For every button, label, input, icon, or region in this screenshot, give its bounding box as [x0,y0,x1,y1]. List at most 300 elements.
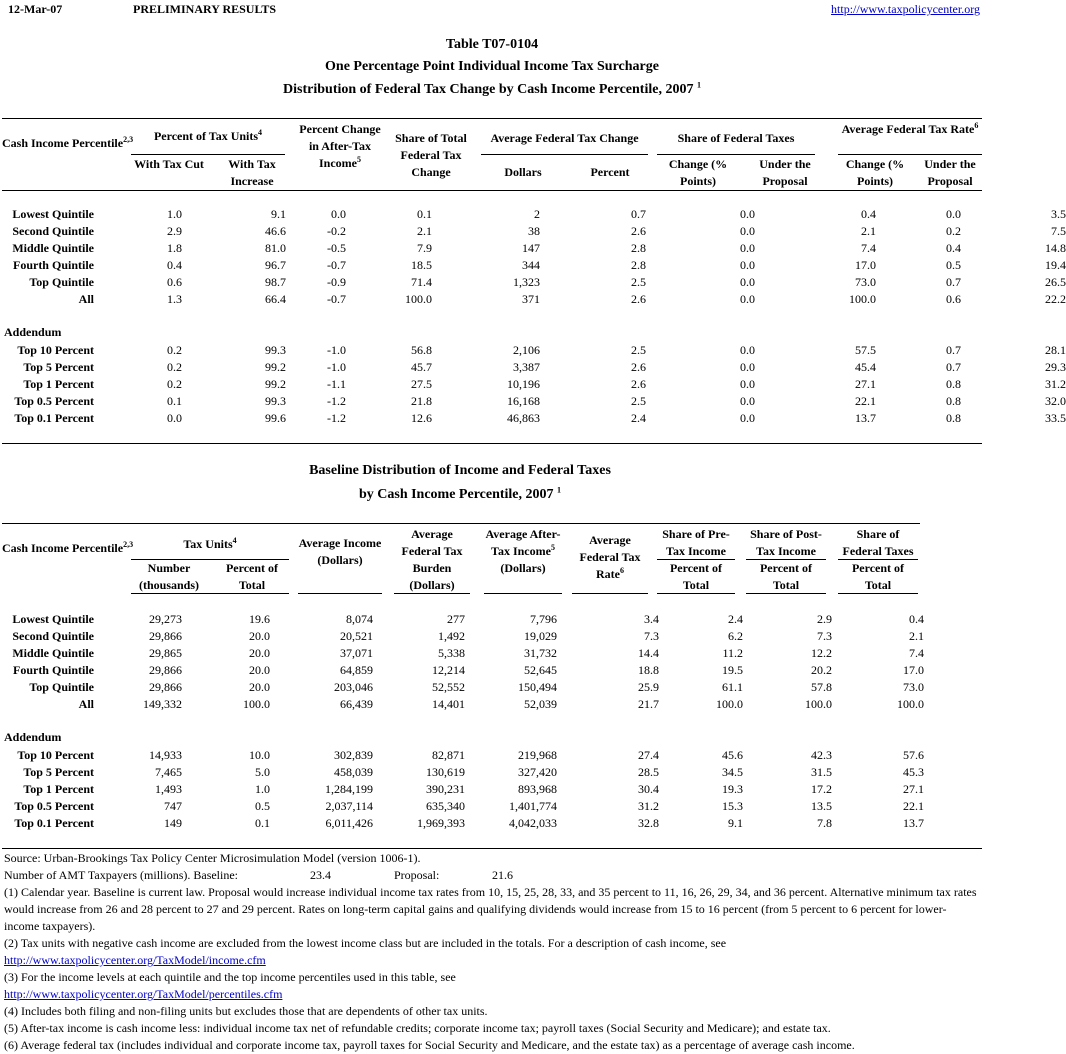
row-label: Fourth Quintile [12,258,94,272]
cell-value: 0.0 [331,207,346,221]
row-label: Top Quintile [29,680,94,694]
report-date: 12-Mar-07 [8,2,63,16]
table1-bottom-rule [2,443,982,444]
cell-value: 20.0 [249,646,270,660]
table1-addendum-row [4,410,1066,427]
table2-row [4,662,924,679]
cell-value: 25.9 [638,680,659,694]
cell-value: 2.1 [417,224,432,238]
cell-value: 0.1 [417,207,432,221]
table1-header-rule [2,190,982,191]
cell-value: 2.8 [631,258,646,272]
cell-value: 29,273 [149,612,182,626]
cell-value: 1,969,393 [417,816,465,830]
t1-col-cash-income: Cash Income Percentile$^{2,3}$ [2,135,134,150]
table2-row [4,611,924,628]
cell-value: 1,492 [438,629,465,643]
notes-top-rule [2,848,982,849]
t2-col-pct-total: Percent of Total [225,561,279,592]
cell-value: 98.7 [265,275,286,289]
cell-value: 1.8 [167,241,182,255]
t2-addendum-label: Addendum [4,730,62,744]
row-label: Lowest Quintile [12,612,94,626]
cell-value: 34.5 [722,765,743,779]
cell-value: 19.5 [722,663,743,677]
table2-row [4,645,924,662]
cell-value: 0.4 [946,241,961,255]
cell-value: 7.4 [909,646,924,660]
cell-value: 7.9 [417,241,432,255]
cell-value: 99.6 [265,411,286,425]
cell-value: 6.2 [728,629,743,643]
t2-col-cash-income: Cash Income Percentile$^{2,3}$ [2,540,134,555]
cell-value: 2.1 [861,224,876,238]
cell-value: 45.3 [903,765,924,779]
table2-row [4,679,924,696]
cell-value: 0.0 [740,360,755,374]
cell-value: 747 [164,799,182,813]
cell-value: 57.5 [855,343,876,357]
table1-title: One Percentage Point Individual Income Tax Surcharge [325,59,659,74]
table2-main-rows [4,611,924,713]
cell-value: 13.5 [811,799,832,813]
cell-value: 7.3 [644,629,659,643]
cell-value: 29,865 [149,646,182,660]
t2-grp-share-pre: Share of Pre-Tax Income [662,527,730,558]
cell-value: 20.0 [249,629,270,643]
t2-col-number: Number (thousands) [138,561,200,592]
cell-value: 7.3 [817,629,832,643]
cell-value: 2.8 [631,241,646,255]
t1-col-with-increase: With Tax Increase [228,157,276,188]
cell-value: 16,168 [507,394,540,408]
cell-value: 33.5 [1045,411,1066,425]
cell-value: 82,871 [432,748,465,762]
cell-value: 0.0 [740,411,755,425]
cell-value: 81.0 [265,241,286,255]
cell-value: 1,284,199 [325,782,373,796]
row-label: Second Quintile [12,629,94,643]
cell-value: 22.2 [1045,292,1066,306]
cell-value: 0.2 [167,377,182,391]
cell-value: 46,863 [507,411,540,425]
cell-value: 3.4 [644,612,659,626]
t1-col-percent: Percent [590,165,630,179]
table1-addendum-row [4,376,1066,393]
table1-subtitle: Distribution of Federal Tax Change by Cash Income Percentile, 2007 $^1$ [283,80,701,97]
cell-value: 7,796 [530,612,557,626]
cell-value: 99.3 [265,394,286,408]
cell-value: 2.9 [817,612,832,626]
cell-value: 99.2 [265,360,286,374]
cell-value: 27.5 [411,377,432,391]
cell-value: 66.4 [265,292,286,306]
table1-number: Table T07-0104 [445,37,539,52]
cell-value: 0.4 [167,258,182,272]
cell-value: 302,839 [334,748,373,762]
cell-value: 0.6 [167,275,182,289]
row-label: Top 5 Percent [23,360,94,374]
t1-col-share-total: Share of Total Federal Tax Change [395,131,467,179]
cell-value: 0.7 [946,360,961,374]
t2-grp-tax-units: Tax Units$^4$ [183,536,237,551]
cell-value: 14.8 [1045,241,1066,255]
t1-grp-avg-change: Average Federal Tax Change [490,131,639,145]
cell-value: 4,042,033 [509,816,557,830]
cell-value: 19.3 [722,782,743,796]
cell-value: -0.5 [327,241,346,255]
t2-col-avg-burden: Average Federal Tax Burden (Dollars) [401,527,463,592]
cell-value: 2,037,114 [325,799,373,813]
cell-value: 3.5 [1051,207,1066,221]
cell-value: 32.0 [1045,394,1066,408]
cell-value: 17.0 [903,663,924,677]
table1-main-rows [4,206,1066,308]
cell-value: 15.3 [722,799,743,813]
cell-value: 13.7 [855,411,876,425]
cell-value: 6,011,426 [325,816,373,830]
cell-value: 0.0 [740,292,755,306]
table2-row [4,628,924,645]
cell-value: 17.0 [855,258,876,272]
row-label: Top Quintile [29,275,94,289]
cell-value: -0.7 [327,292,346,306]
t1-grp-percent-units: Percent of Tax Units$^4$ [153,128,263,143]
cell-value: -1.1 [327,377,346,391]
t1-col-under-proposal: Under the Proposal [759,157,811,188]
cell-value: 7,465 [155,765,182,779]
cell-value: 1.0 [167,207,182,221]
cell-value: 0.4 [909,612,924,626]
t1-grp-avg-rate: Average Federal Tax Rate$^6$ [841,121,979,136]
source-note: Source: Urban-Brookings Tax Policy Center Microsimulation Model (version 1006-1). [4,851,421,865]
cell-value: 344 [522,258,540,272]
cell-value: 390,231 [426,782,465,796]
footnote-2: (2) Tax units with negative cash income are excluded from the lowest income class but are included in the totals. For a description of cash income, see [4,936,727,950]
cell-value: 203,046 [334,680,373,694]
row-label: All [78,697,94,711]
cell-value: 26.5 [1045,275,1066,289]
cell-value: 0.0 [740,343,755,357]
t1-grp-share-fed: Share of Federal Taxes [677,131,795,145]
cell-value: 0.6 [946,292,961,306]
cell-value: 19,029 [524,629,557,643]
cell-value: 12.2 [811,646,832,660]
cell-value: 99.3 [265,343,286,357]
cell-value: 149 [164,816,182,830]
cell-value: 10.0 [249,748,270,762]
cell-value: 100.0 [897,697,924,711]
t2-grp-share-post: Share of Post-Tax Income [750,527,822,558]
cell-value: 8,074 [346,612,373,626]
row-label: Top 5 Percent [23,765,94,779]
cell-value: 22.1 [903,799,924,813]
t1-addendum-label: Addendum [4,325,62,339]
cell-value: 0.5 [255,799,270,813]
cell-value: 71.4 [411,275,432,289]
row-label: Fourth Quintile [12,663,94,677]
cell-value: 150,494 [518,680,557,694]
cell-value: 21.7 [638,697,659,711]
table1-row [4,206,1066,223]
cell-value: 13.7 [903,816,924,830]
table1-row [4,274,1066,291]
cell-value: 29.3 [1045,360,1066,374]
cell-value: 31.2 [1045,377,1066,391]
cell-value: 18.8 [638,663,659,677]
cell-value: 7.5 [1051,224,1066,238]
table2-top-rule [2,523,920,524]
cell-value: 61.1 [722,680,743,694]
cell-value: 0.2 [167,360,182,374]
cell-value: 1,323 [513,275,540,289]
amt-proposal-value: 21.6 [492,868,513,882]
cell-value: 2.4 [631,411,646,425]
cell-value: 30.4 [638,782,659,796]
row-label: Top 0.5 Percent [14,799,94,813]
cell-value: 52,039 [524,697,557,711]
cell-value: -1.2 [327,394,346,408]
row-label: Middle Quintile [12,646,94,660]
row-label: Top 1 Percent [23,782,94,796]
cell-value: 2.9 [167,224,182,238]
row-label: Top 0.1 Percent [14,816,94,830]
cell-value: 31.2 [638,799,659,813]
cell-value: 0.5 [946,258,961,272]
cell-value: 2,106 [513,343,540,357]
t1-col-change-pts2: Change (% Points) [845,157,905,188]
cell-value: 100.0 [805,697,832,711]
cell-value: 0.0 [740,207,755,221]
cell-value: 14,933 [149,748,182,762]
cell-value: 2.6 [631,224,646,238]
cell-value: 0.0 [740,275,755,289]
cell-value: -1.2 [327,411,346,425]
t2-grp-share-fed: Share of Federal Taxes [842,527,914,558]
cell-value: -0.2 [327,224,346,238]
cell-value: 57.8 [811,680,832,694]
cell-value: 327,420 [518,765,557,779]
cell-value: 0.0 [740,377,755,391]
cell-value: 0.1 [255,816,270,830]
table1-addendum-row [4,342,1066,359]
cell-value: 73.0 [903,680,924,694]
cell-value: 96.7 [265,258,286,272]
cell-value: 19.6 [249,612,270,626]
cell-value: 0.0 [740,258,755,272]
table1-addendum-rows [4,342,1066,427]
cell-value: 1.0 [255,782,270,796]
cell-value: 147 [522,241,540,255]
percentiles-cfm-link[interactable]: http://www.taxpolicycenter.org/TaxModel/percentiles.cfm [4,987,283,1001]
row-label: Middle Quintile [12,241,94,255]
cell-value: 45.6 [722,748,743,762]
cell-value: 100.0 [405,292,432,306]
cell-value: 19.4 [1045,258,1066,272]
cell-value: 371 [522,292,540,306]
cell-value: 0.7 [946,275,961,289]
cell-value: 56.8 [411,343,432,357]
cell-value: 11.2 [722,646,743,660]
cell-value: 0.0 [167,411,182,425]
cell-value: 31,732 [524,646,557,660]
cell-value: 2.5 [631,343,646,357]
cell-value: 0.2 [167,343,182,357]
cell-value: 21.8 [411,394,432,408]
cell-value: 5,338 [438,646,465,660]
amt-baseline-value: 23.4 [310,868,331,882]
cell-value: -0.9 [327,275,346,289]
cell-value: 893,968 [518,782,557,796]
cell-value: 14,401 [432,697,465,711]
table2-addendum-row [4,798,924,815]
cell-value: 29,866 [149,629,182,643]
t2-col-fed-pct: Percent of Total [851,561,905,592]
t1-col-under-proposal2: Under the Proposal [924,157,976,188]
t2-col-avg-after: Average After-Tax Income$^5$ (Dollars) [485,527,561,575]
table1-addendum-row [4,359,1066,376]
cell-value: 100.0 [849,292,876,306]
cell-value: 17.2 [811,782,832,796]
table2-addendum-row [4,764,924,781]
cell-value: 0.2 [946,224,961,238]
income-cfm-link[interactable]: http://www.taxpolicycenter.org/TaxModel/income.cfm [4,953,266,967]
cell-value: 0.0 [740,241,755,255]
cell-value: 99.2 [265,377,286,391]
cell-value: 0.8 [946,411,961,425]
t1-col-with-cut: With Tax Cut [134,157,204,171]
cell-value: 0.0 [740,224,755,238]
t2-col-post-pct: Percent of Total [759,561,813,592]
status-label: PRELIMINARY RESULTS [133,2,277,16]
table1-row [4,291,1066,308]
cell-value: 20.2 [811,663,832,677]
cell-value: 149,332 [143,697,182,711]
row-label: Top 10 Percent [17,343,94,357]
cell-value: 52,645 [524,663,557,677]
cell-value: 1,493 [155,782,182,796]
cell-value: 18.5 [411,258,432,272]
table2-addendum-row [4,781,924,798]
cell-value: 12,214 [432,663,465,677]
t1-col-pct-change: Percent Change in After-Tax Income$^5$ [299,122,381,170]
cell-value: 20,521 [340,629,373,643]
table1-row [4,240,1066,257]
row-label: Top 0.1 Percent [14,411,94,425]
cell-value: 32.8 [638,816,659,830]
cell-value: 2.6 [631,360,646,374]
row-label: Lowest Quintile [12,207,94,221]
cell-value: 0.7 [946,343,961,357]
cell-value: 27.4 [638,748,659,762]
table2-addendum-rows [4,747,924,832]
cell-value: 1.3 [167,292,182,306]
row-label: All [78,292,94,306]
cell-value: 130,619 [426,765,465,779]
table2-row [4,696,924,713]
t2-col-avg-rate: Average Federal Tax Rate$^6$ [579,533,641,581]
cell-value: 0.0 [946,207,961,221]
cell-value: 7.8 [817,816,832,830]
cell-value: 45.4 [855,360,876,374]
footnote-4: (4) Includes both filing and non-filing units but excludes those that are dependents of other tax units. [4,1004,488,1018]
footnote-1: (1) Calendar year. Baseline is current law. Proposal would increase individual income tax rates from 10, 15, 25, 28, 33, and 35 percent to 11, 16, 26, 29, 34, and 36 percent. Alternative minimum tax rates would increase from 26 and 28 percent to 27 and 29 percent. Rates on long-term capital gains and qualifying dividends would increase from 15 to 16 percent (from 5 percent to 6 percent for lower-income taxpayers). [4,885,977,933]
cell-value: 31.5 [811,765,832,779]
cell-value: 2.6 [631,377,646,391]
cell-value: 2.5 [631,275,646,289]
cell-value: 100.0 [716,697,743,711]
cell-value: 27.1 [903,782,924,796]
cell-value: 27.1 [855,377,876,391]
t1-col-dollars: Dollars [504,165,542,179]
cell-value: 2.5 [631,394,646,408]
cell-value: 100.0 [243,697,270,711]
cell-value: 73.0 [855,275,876,289]
cell-value: 45.7 [411,360,432,374]
cell-value: 0.1 [167,394,182,408]
header-url-link[interactable]: http://www.taxpolicycenter.org [831,2,980,16]
cell-value: 14.4 [638,646,659,660]
cell-value: 0.7 [631,207,646,221]
table2-addendum-row [4,815,924,832]
cell-value: 38 [528,224,540,238]
cell-value: 57.6 [903,748,924,762]
cell-value: 2 [534,207,540,221]
cell-value: 12.6 [411,411,432,425]
cell-value: 0.8 [946,377,961,391]
cell-value: 219,968 [518,748,557,762]
cell-value: 277 [447,612,465,626]
cell-value: 7.4 [861,241,876,255]
amt-proposal-label: Proposal: [394,868,440,882]
cell-value: 2.4 [728,612,743,626]
cell-value: 29,866 [149,680,182,694]
table1-addendum-row [4,393,1066,410]
table2-subtitle: by Cash Income Percentile, 2007 $^1$ [358,485,562,502]
cell-value: 64,859 [340,663,373,677]
table2-addendum-row [4,747,924,764]
cell-value: 0.0 [740,394,755,408]
cell-value: 29,866 [149,663,182,677]
t2-col-pre-pct: Percent of Total [669,561,723,592]
row-label: Top 1 Percent [23,377,94,391]
cell-value: 458,039 [334,765,373,779]
footnote-3: (3) For the income levels at each quintile and the top income percentiles used in this table, see [4,970,456,984]
row-label: Top 0.5 Percent [14,394,94,408]
cell-value: 635,340 [426,799,465,813]
footnote-6: (6) Average federal tax (includes individual and corporate income tax, payroll taxes for Social Security and Medicare, and the estate tax) as a percentage of average cash income. [4,1038,855,1052]
cell-value: 10,196 [507,377,540,391]
cell-value: 42.3 [811,748,832,762]
cell-value: -1.0 [327,360,346,374]
cell-value: 46.6 [265,224,286,238]
cell-value: 28.1 [1045,343,1066,357]
cell-value: 2.1 [909,629,924,643]
table2-title: Baseline Distribution of Income and Federal Taxes [309,463,611,478]
cell-value: 0.8 [946,394,961,408]
t2-col-avg-income: Average Income (Dollars) [298,536,382,567]
cell-value: 9.1 [728,816,743,830]
cell-value: 5.0 [255,765,270,779]
cell-value: -1.0 [327,343,346,357]
cell-value: 2.6 [631,292,646,306]
table1-top-rule [2,118,982,119]
cell-value: 52,552 [432,680,465,694]
cell-value: 37,071 [340,646,373,660]
row-label: Top 10 Percent [17,748,94,762]
footnote-5: (5) After-tax income is cash income less: individual income tax net of refundable credits; corporate income tax; payroll taxes (Social Security and Medicare); and estate tax. [4,1021,831,1035]
row-label: Second Quintile [12,224,94,238]
